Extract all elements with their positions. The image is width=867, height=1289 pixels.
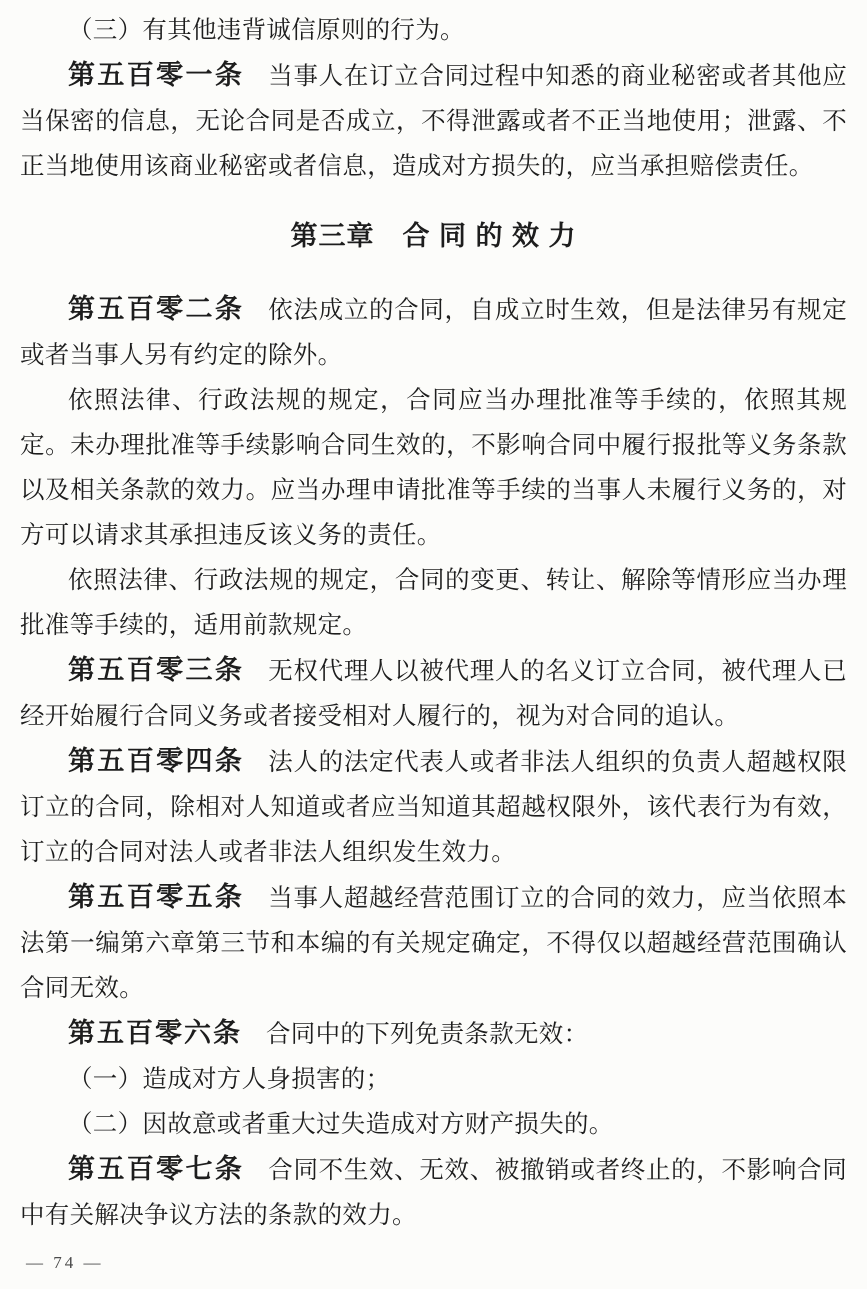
article-paragraph [20, 1147, 847, 1238]
paragraph-text: 依照法律、行政法规的规定，合同应当办理批准等手续的，依照其规定。未办理批准等手续影响合同生效的，不影响合同中履行报批等义务条款以及相关条款的效力。应当办理申请批准等手续的当事人未履行义务的，对方可以请求其承担违反该义务的责任。 [20, 387, 847, 549]
paragraph [20, 378, 847, 558]
paragraph [20, 1057, 847, 1102]
document-body [20, 8, 847, 1238]
page-number: — 74 — [26, 1253, 104, 1272]
chapter-heading: 第三章 合 同 的 效 力 [290, 221, 577, 251]
article-paragraph [20, 739, 847, 875]
article-text: 当事人超越经营范围订立的合同的效力，应当依照本法第一编第六章第三节和本编的有关规定确定，不得仅以超越经营范围确认合同无效。 [20, 885, 848, 1002]
article-number: 第五百零三条 [68, 655, 245, 685]
article-text: 合同中的下列免责条款无效： [266, 1021, 589, 1048]
article-number: 第五百零一条 [68, 60, 245, 90]
article-text: 合同不生效、无效、被撤销或者终止的，不影响合同中有关解决争议方法的条款的效力。 [20, 1157, 848, 1229]
paragraph [20, 1102, 847, 1147]
article-text: 当事人在订立合同过程中知悉的商业秘密或者其他应当保密的信息，无论合同是否成立，不得泄露或者不正当地使用；泄露、不正当地使用该商业秘密或者信息，造成对方损失的，应当承担赔偿责任。 [20, 63, 848, 180]
article-number: 第五百零七条 [68, 1154, 245, 1184]
paragraph-text: （二）因故意或者重大过失造成对方财产损失的。 [68, 1111, 614, 1138]
article-paragraph [20, 287, 847, 378]
paragraph [20, 558, 847, 648]
article-text: 无权代理人以被代理人的名义订立合同，被代理人已经开始履行合同义务或者接受相对人履行的，视为对合同的追认。 [20, 658, 848, 730]
page-footer [26, 1254, 104, 1271]
article-paragraph [20, 1011, 847, 1057]
article-text: 依法成立的合同，自成立时生效，但是法律另有规定或者当事人另有约定的除外。 [20, 297, 848, 369]
article-paragraph [20, 875, 847, 1011]
article-text: 法人的法定代表人或者非法人组织的负责人超越权限订立的合同，除相对人知道或者应当知道其超越权限外，该代表行为有效，订立的合同对法人或者非法人组织发生效力。 [20, 749, 848, 866]
article-paragraph [20, 648, 847, 739]
article-number: 第五百零五条 [68, 882, 245, 912]
paragraph [20, 8, 847, 53]
paragraph-text: 依照法律、行政法规的规定，合同的变更、转让、解除等情形应当办理批准等手续的，适用前款规定。 [20, 567, 847, 639]
paragraph-text: （一）造成对方人身损害的； [68, 1066, 391, 1093]
article-number: 第五百零二条 [68, 294, 245, 324]
article-paragraph [20, 53, 847, 189]
article-number: 第五百零六条 [68, 1018, 242, 1048]
paragraph-text: （三）有其他违背诚信原则的行为。 [68, 17, 465, 44]
article-number: 第五百零四条 [68, 746, 245, 776]
